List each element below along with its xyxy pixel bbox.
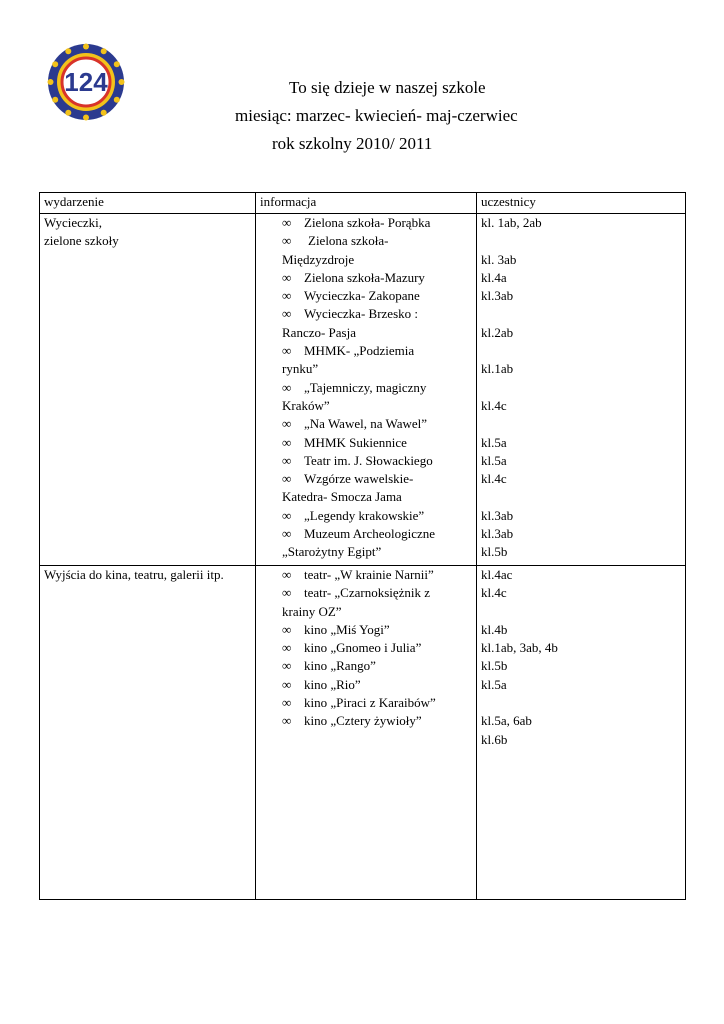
- participants-cell: [477, 214, 686, 566]
- list-item: ∞ kino „Miś Yogi”: [282, 621, 472, 639]
- bullet-icon: ∞: [282, 695, 292, 711]
- header-title: To się dzieje w naszej szkole: [289, 78, 486, 97]
- school-logo: [46, 42, 126, 122]
- list-item: ∞ teatr- „W krainie Narnii”: [282, 566, 472, 584]
- bullet-icon: ∞: [282, 713, 292, 729]
- list-item: ∞ Teatr im. J. Słowackiego: [282, 452, 472, 470]
- table-header-row: [40, 193, 686, 214]
- bullet-icon: ∞: [282, 526, 292, 542]
- bullet-icon: ∞: [282, 676, 292, 692]
- list-item: ∞ MHMK- „Podziemia rynku”: [282, 343, 415, 377]
- participant-line: kl.5a: [481, 434, 507, 450]
- list-item: ∞ „Na Wawel, na Wawel”: [282, 415, 472, 433]
- participant-line: kl. 3ab: [481, 251, 517, 267]
- info-cell: [256, 214, 477, 566]
- list-item: ∞ „Legendy krakowskie”: [282, 507, 472, 525]
- header-months: miesiąc: marzec- kwiecień- maj-czerwiec: [235, 106, 518, 125]
- list-item: ∞ kino „Rio”: [282, 676, 472, 694]
- bullet-icon: ∞: [282, 343, 292, 359]
- bullet-icon: ∞: [282, 434, 292, 450]
- table-row: [40, 214, 686, 566]
- header-school-year: rok szkolny 2010/ 2011: [272, 134, 433, 153]
- bullet-icon: ∞: [282, 379, 292, 395]
- bullet-icon: ∞: [282, 215, 292, 230]
- participant-line: kl.4c: [481, 585, 507, 601]
- bullet-icon: ∞: [282, 452, 292, 468]
- list-item: ∞ teatr- „Czarnoksiężnik z krainy OZ”: [282, 585, 431, 619]
- participant-line: kl.3ab: [481, 507, 514, 523]
- bullet-icon: ∞: [282, 471, 292, 487]
- info-cell: [256, 566, 477, 900]
- participant-line: [481, 694, 681, 712]
- bullet-icon: ∞: [282, 306, 292, 322]
- participant-line: kl.4c: [481, 397, 507, 413]
- participant-line: [481, 379, 681, 397]
- list-item: ∞ kino „Piraci z Karaibów”: [282, 694, 472, 712]
- bullet-icon: ∞: [282, 233, 292, 249]
- list-item: ∞ Zielona szkoła-Mazury: [282, 269, 472, 287]
- participant-line: kl.3ab: [481, 526, 514, 542]
- event-line: Wycieczki,: [44, 215, 103, 230]
- event-line: Wyjścia do kina, teatru, galerii itp.: [44, 567, 224, 582]
- participant-line: kl.5a: [481, 676, 507, 692]
- participant-line: [481, 342, 681, 360]
- list-item: ∞ Wycieczka- Brzesko : Ranczo- Pasja: [282, 306, 418, 340]
- bullet-icon: ∞: [282, 567, 292, 582]
- list-item: ∞ Muzeum Archeologiczne „Starożytny Egipt”: [282, 526, 436, 560]
- bullet-icon: ∞: [282, 416, 292, 432]
- participant-line: kl.5b: [481, 544, 508, 560]
- bullet-icon: ∞: [282, 585, 292, 601]
- participant-line: kl. 1ab, 2ab: [481, 215, 542, 230]
- school-seal-icon: [46, 42, 126, 122]
- bullet-icon: ∞: [282, 288, 292, 304]
- participant-line: [481, 305, 681, 323]
- participant-line: [481, 232, 681, 250]
- participants-cell: [477, 566, 686, 900]
- participant-line: [481, 415, 681, 433]
- column-header-info: informacja: [256, 193, 477, 214]
- bullet-icon: ∞: [282, 658, 292, 674]
- participant-line: kl.1ab, 3ab, 4b: [481, 640, 558, 656]
- list-item: ∞ kino „Cztery żywioły”: [282, 712, 472, 730]
- list-item: ∞ kino „Gnomeo i Julia”: [282, 639, 472, 657]
- list-item: ∞ Zielona szkoła- Porąbka: [282, 214, 472, 232]
- list-item: ∞ MHMK Sukiennice: [282, 434, 472, 452]
- list-item: ∞ Wycieczka- Zakopane: [282, 287, 472, 305]
- table-row: [40, 566, 686, 900]
- participant-line: kl.4b: [481, 621, 508, 637]
- event-cell: [40, 566, 256, 900]
- event-cell: [40, 214, 256, 566]
- participant-line: kl.5a: [481, 452, 507, 468]
- participant-line: [481, 488, 681, 506]
- list-item: ∞ Zielona szkoła- Międzyzdroje: [282, 233, 389, 267]
- bullet-icon: ∞: [282, 640, 292, 656]
- svg-text:124: 124: [64, 67, 108, 97]
- column-header-event: wydarzenie: [40, 193, 256, 214]
- column-header-participants: uczestnicy: [477, 193, 686, 214]
- participant-line: kl.6b: [481, 731, 508, 747]
- participant-line: kl.4ac: [481, 567, 513, 582]
- bullet-icon: ∞: [282, 507, 292, 523]
- bullet-icon: ∞: [282, 269, 292, 285]
- event-line: zielone szkoły: [44, 233, 119, 249]
- participant-line: kl.3ab: [481, 288, 514, 304]
- list-item: ∞ kino „Rango”: [282, 657, 472, 675]
- list-item: ∞ „Tajemniczy, magiczny Kraków”: [282, 379, 427, 413]
- participant-line: kl.5a, 6ab: [481, 713, 532, 729]
- participant-line: kl.4a: [481, 269, 507, 285]
- participant-line: kl.5b: [481, 658, 508, 674]
- participant-line: kl.4c: [481, 471, 507, 487]
- list-item: ∞ Wzgórze wawelskie- Katedra- Smocza Jama: [282, 471, 414, 505]
- bullet-icon: ∞: [282, 621, 292, 637]
- participant-line: kl.2ab: [481, 324, 514, 340]
- events-table: [39, 192, 686, 900]
- participant-line: [481, 603, 681, 621]
- participant-line: kl.1ab: [481, 361, 514, 377]
